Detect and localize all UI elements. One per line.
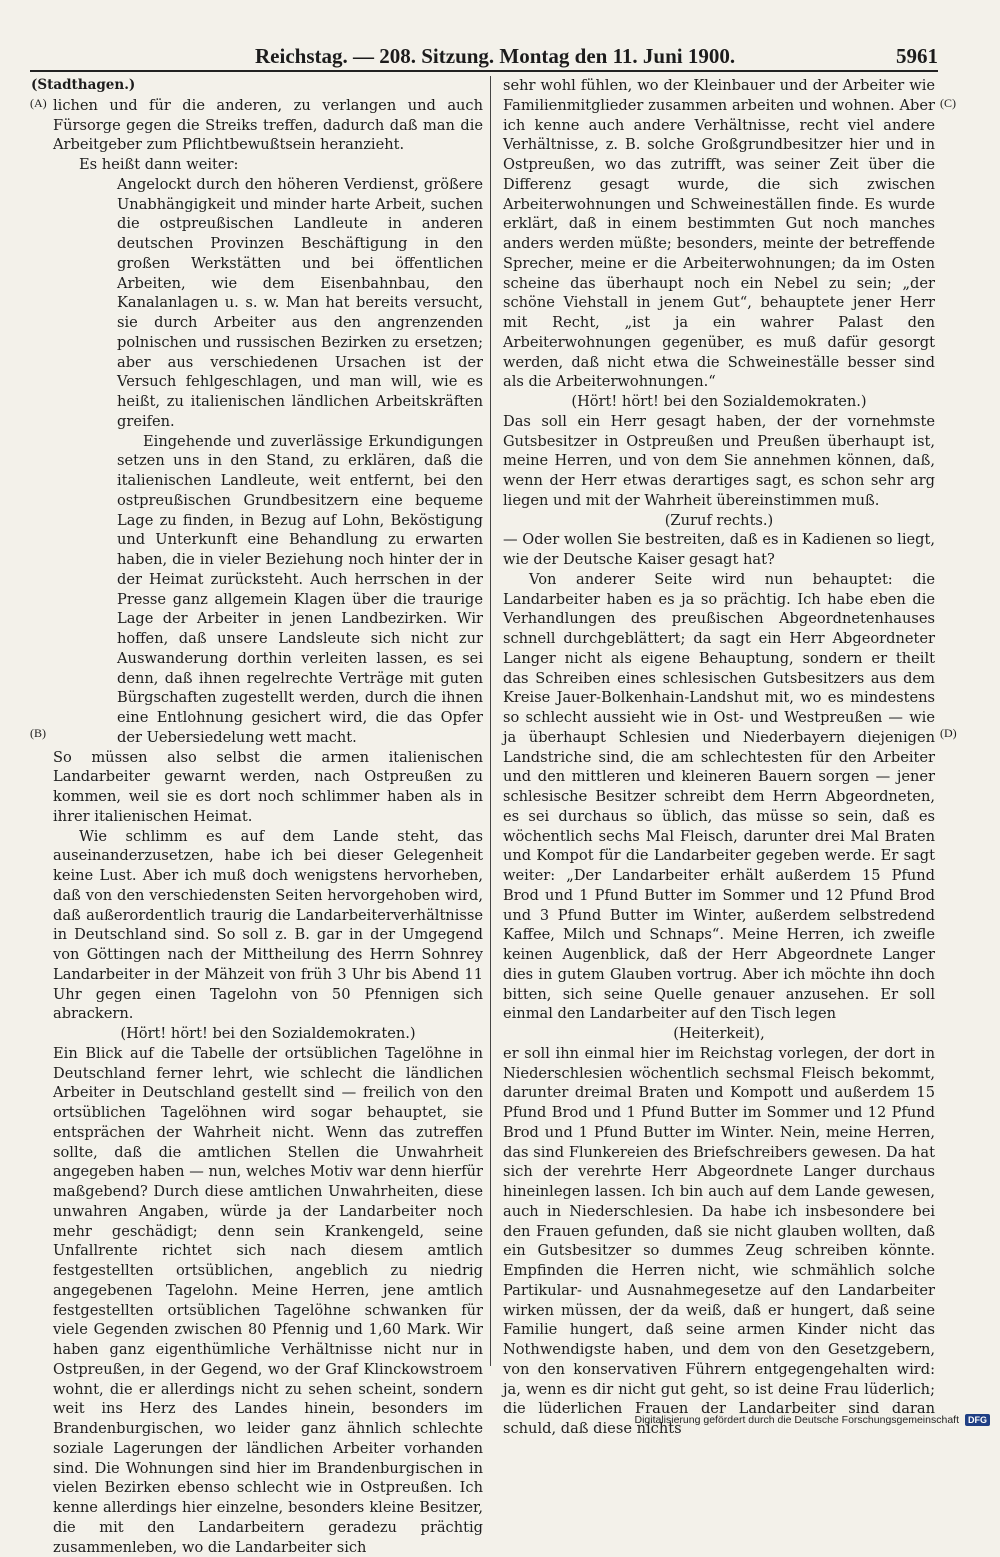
paragraph: — Oder wollen Sie bestreiten, daß es in Kadienen so liegt, wie der Deutsche Kaiser gesagt hat? — [503, 531, 935, 568]
footer-text: Digitalisierung gefördert durch die Deutsche Forschungsgemeinschaft — [634, 1414, 959, 1426]
margin-marker-a: (A) — [30, 96, 47, 110]
paragraph: Das soll ein Herr gesagt haben, der der vornehmste Gutsbesitzer in Ostpreußen und Preußen überhaupt ist, meine Herren, und von dem Sie annehmen können, daß, wenn der Herr etwas derartiges sagt, es schon sehr arg liegen und mit der Wahrheit übereinstimmen muß. — [503, 412, 935, 509]
page-header — [30, 40, 938, 70]
paragraph: Von anderer Seite wird nun behauptet: die Landarbeiter haben es ja so prächtig. Ich habe eben die Verhandlungen des preußischen Abgeordnetenhauses schnell durchgeblättert; da sagt ein Herr Abgeordneter Langer nicht als eigene Behauptung, sondern er theilt das Schreiben eines schlesischen Gutsbesitzers aus dem Kreise Jauer-Bolkenhain-Landshut mit, wo es mindestens so schlecht aussieht wie in Ost- und Westpreußen — wie ja überhaupt Schlesien und Niederbayern diejenigen Landstriche sind, die am schlechtesten für den Arbeiter und den mittleren und kleineren Bauern sorgen — jener schlesische Besitzer schreibt dem Herrn Abgeordneten, es sei durchaus so üblich, das müsse so sein, daß es wöchentlich sechs Mal Fleisch, darunter drei Mal Braten und Kompot für die Landarbeiter gegeben werde. Er sagt weiter: „Der Landarbeiter erhält außerdem 15 Pfund Brod und 1 Pfund Butter im Sommer und 12 Pfund Brod und 3 Pfund Butter im Winter, außerdem selbstredend Kaffee, Milch und Schnaps“. Meine Herren, ich zweifle keinen Augenblick, daß der Herr Abgeordnete Langer dies in gutem Glauben vortrug. Aber ich möchte ihn doch bitten, sich seine Quelle genauer anzusehen. Er soll einmal den Landarbeiter auf den Tisch legen — [503, 570, 935, 1023]
dfg-logo: DFG — [965, 1414, 990, 1426]
quoted-paragraph: Angelockt durch den höheren Verdienst, größere Unabhängigkeit und minder harte Arbeit, suchen die ostpreußischen Landleute in anderen deutschen Provinzen Beschäftigung in den großen Werkstätten und bei öffentlichen Arbeiten, wie dem Eisenbahnbau, den Kanalanlagen u. s. w. Man hat bereits versucht, sie durch Arbeiter aus den angrenzenden polnischen und russischen Bezirken zu ersetzen; aber aus verschiedenen Ursachen ist der Versuch fehlgeschlagen, und man will, wie es heißt, zu italienischen ländlichen Arbeitskräften greifen. — [117, 175, 483, 430]
quoted-paragraph: Eingehende und zuverlässige Erkundigungen setzen uns in den Stand, zu erklären, daß die italienischen Landleute, weit entfernt, bei den ostpreußischen Grundbesitzern eine bequeme Lage zu finden, in Bezug auf Lohn, Beköstigung und Unterkunft eine Behandlung zu erwarten haben, die in vieler Beziehung noch hinter der in der Heimat zurücksteht. Auch herrschen in der Presse ganz allgemein Klagen über die traurige Lage der Arbeiter in jenen Landbezirken. Wir hoffen, daß unsere Landsleute sich nicht zur Auswanderung dorthin verleiten lassen, es sei denn, daß ihnen regelrechte Verträge mit guten Bürgschaften zugestellt werden, durch die ihnen eine Entlohnung gesichert wird, die das Opfer der Uebersiedelung wett macht. — [117, 432, 483, 746]
margin-marker-b: (B) — [30, 726, 46, 740]
margin-marker-c: (C) — [940, 96, 956, 110]
interjection: (Hört! hört! bei den Sozialdemokraten.) — [571, 393, 867, 410]
speaker-name: (Stadthagen.) — [31, 77, 136, 93]
column-divider — [490, 76, 491, 1366]
paragraph: Wie schlimm es auf dem Lande steht, das auseinanderzusetzen, habe ich bei dieser Gelegenheit keine Lust. Aber ich muß doch wenigstens hervorheben, daß von den verschiedensten Seiten hervorgehoben wird, daß außerordentlich traurig die Landarbeiterverhältnisse in Deutschland sind. So soll z. B. gar in der Umgegend von Göttingen nach der Mittheilung des Herrn Sohnrey Landarbeiter in der Mähzeit von früh 3 Uhr bis Abend 11 Uhr gegen einen Tagelohn von 50 Pfennigen sich abrackern. — [53, 827, 483, 1023]
margin-marker-d: (D) — [940, 726, 957, 740]
paragraph: Es heißt dann weiter: — [79, 156, 239, 173]
paragraph: Ein Blick auf die Tabelle der ortsüblichen Tagelöhne in Deutschland ferner lehrt, wie schlecht die ländlichen Arbeiter in Deutschland gestellt sind — freilich von den ortsüblichen Tagelöhnen wird sogar behauptet, sie entsprächen der Wahrheit nicht. Wenn das zutreffen sollte, daß die amtlichen Stellen die Unwahrheit angegeben haben — nun, welches Motiv war denn hierfür maßgebend? Durch diese amtlichen Unwahrheiten, diese unwahren Angaben, würde ja der Landarbeiter noch mehr geschädigt; denn sein Krankengeld, seine Unfallrente richtet sich nach diesem amtlich festgestellten ortsüblichen, angeblich zu niedrig angegebenen Tagelohn. Meine Herren, jene amtlich festgestellten ortsüblichen Tagelöhne schwanken für viele Gegenden zwischen 80 Pfennig und 1,60 Mark. Wir haben ganz eigenthümliche Verhältnisse nicht nur in Ostpreußen, in der Gegend, wo der Graf Klinckowstroem wohnt, die er allerdings nicht zu sehen scheint, sondern weit ins Herz des Landes hinein, besonders im Brandenburgischen, wo leider ganz ähnlich schlechte soziale Lagerungen der ländlichen Arbeiter vorhanden sind. Die Wohnungen sind hier im Brandenburgischen in vielen Bezirken ebenso schlecht wie in Ostpreußen. Ich kenne allerdings hier einzelne, besonders kleine Besitzer, die mit den Landarbeitern geradezu prächtig zusammenleben, wo die Landarbeiter sich — [53, 1044, 483, 1556]
page-number: 5961 — [896, 44, 938, 68]
interjection: (Zuruf rechts.) — [664, 511, 774, 529]
interjection: (Hört! hört! bei den Sozialdemokraten.) — [120, 1025, 416, 1042]
left-column — [31, 76, 483, 1556]
paragraph: sehr wohl fühlen, wo der Kleinbauer und der Arbeiter wie Familienmitglieder zusammen arbeiten und wohnen. Aber ich kenne auch andere Verhältnisse, recht viel andere Verhältnisse, z. B. solche Großgrundbesitzer hier und in Ostpreußen, wo das zutrifft, was seiner Zeit über die Differenz gesagt wurde, die sich zwischen Arbeiterwohnungen und Schweineställen finde. Es wurde erklärt, daß in einem bestimmten Gut noch manches anders werden müßte; besonders, meinte der betreffende Sprecher, meine er die Arbeiterwohnungen; da im Osten scheine das überhaupt noch ein Nebel zu sein; „der schöne Viehstall in jenem Gut“, behauptete jener Herr mit Recht, „ist ja ein wahrer Palast den Arbeiterwohnungen gegenüber, es muß dafür gesorgt werden, daß nicht etwa die Schweineställe besser sind als die Arbeiterwohnungen.“ — [503, 77, 935, 391]
paragraph: er soll ihn einmal hier im Reichstag vorlegen, der dort in Niederschlesien wöchentlich sechsmal Fleisch bekommt, darunter dreimal Braten und Kompott und außerdem 15 Pfund Brod und 1 Pfund Butter im Sommer und 12 Pfund Brod und 1 Pfund Butter im Winter. Nein, meine Herren, das sind Flunkereien des Briefschreibers gewesen. Da hat sich der verehrte Herr Abgeordnete Langer durchaus hineinlegen lassen. Ich bin auch auf dem Lande gewesen, auch in Niederschlesien. Da habe ich insbesondere bei den Frauen gefunden, daß sie nicht glauben wollten, daß ein Gutsbesitzer so dummes Zeug schreiben könnte. Empfinden die Herren nicht, wie schmählich solche Partikular- und Ausnahmegesetze auf den Landarbeiter wirken müssen, der da weiß, daß er hungert, daß seine Familie hungert, daß seine armen Kinder nicht das Nothwendigste haben, und dem von den Gesetzgebern, von den konservativen Führern entgegengehalten wird: ja, wenn es dir nicht gut geht, so ist deine Frau lüderlich; die lüderlichen Frauen der Landarbeiter sind daran schuld, daß diese nichts — [503, 1044, 935, 1437]
interjection: (Heiterkeit), — [673, 1025, 765, 1042]
digitization-footer — [634, 1414, 990, 1426]
paragraph: lichen und für die anderen, zu verlangen und auch Fürsorge gegen die Streiks treffen, dadurch daß man die Arbeitgeber zum Pflichtbewußtsein heranzieht. — [53, 96, 483, 154]
header-rule — [30, 70, 938, 72]
paragraph: So müssen also selbst die armen italienischen Landarbeiter gewarnt werden, nach Ostpreußen zu kommen, weil sie es dort noch schlimmer haben als in ihrer italienischen Heimat. — [53, 748, 483, 825]
header-title: Reichstag. — 208. Sitzung. Montag den 11. Juni 1900. — [255, 44, 736, 68]
